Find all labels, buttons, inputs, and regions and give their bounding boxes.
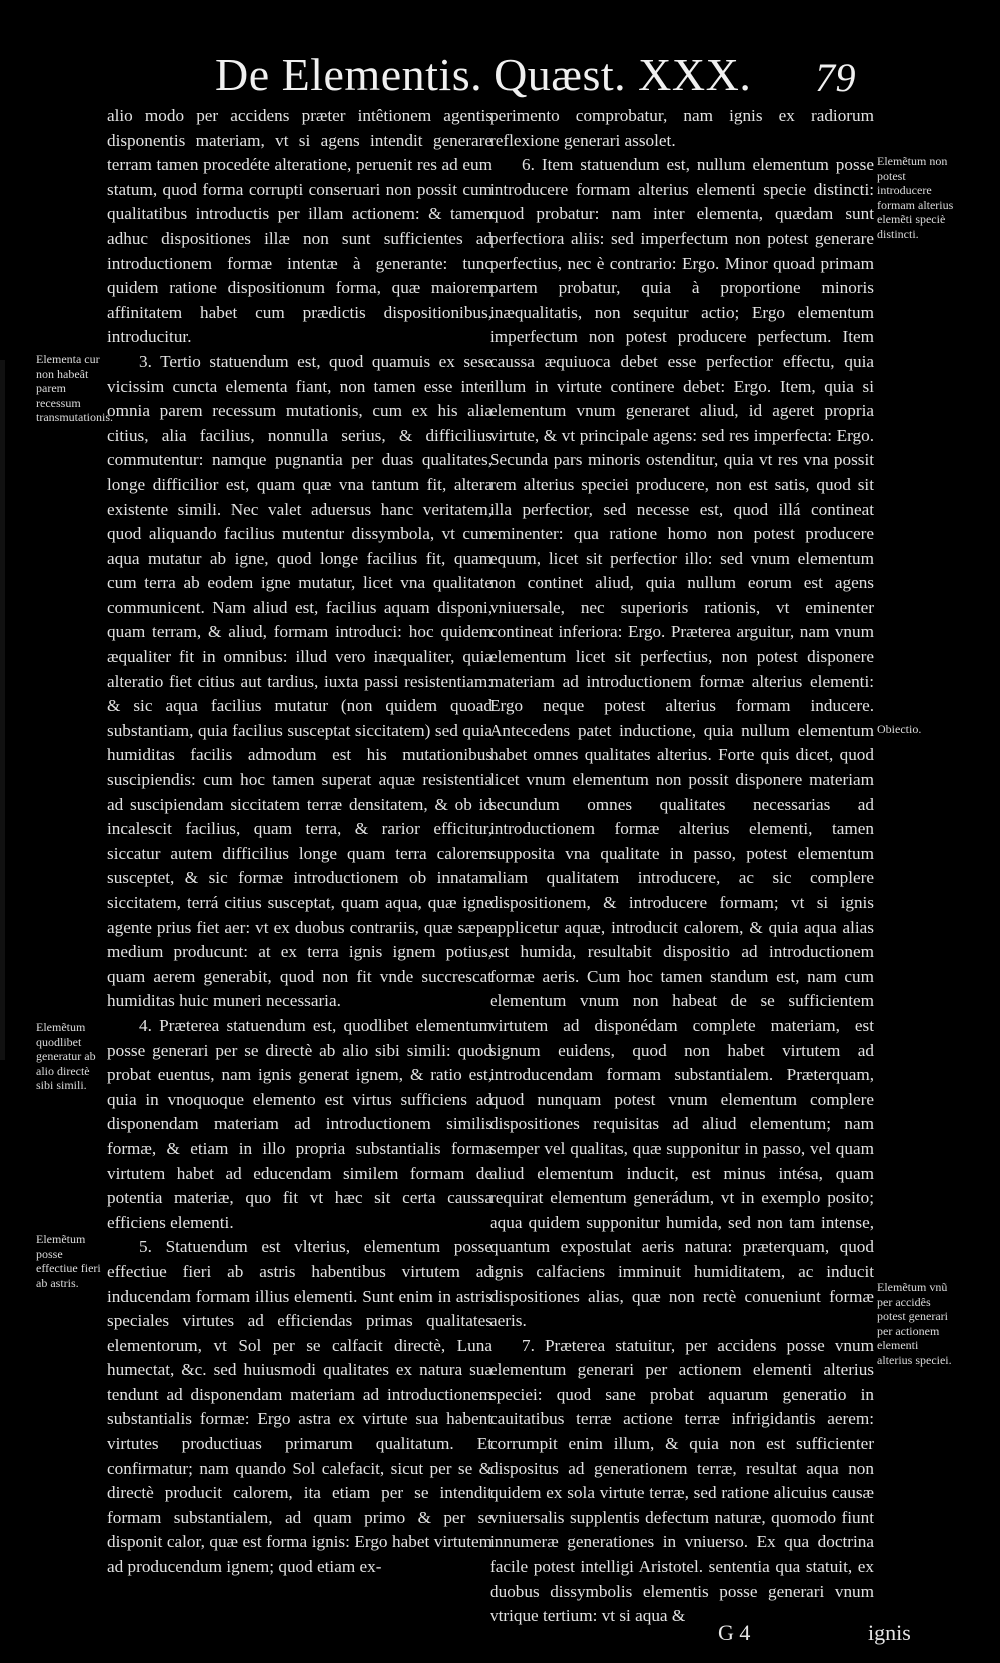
folio-number: 79 — [815, 55, 856, 100]
right-paragraph-continuation: perimento comprobatur, nam ignis ex radiorum reflexione generari assolet. — [490, 106, 874, 150]
signature-mark: G 4 — [718, 1620, 751, 1645]
margin-note-left-1: Elementa cur non habeât parem recessum transmutationis. — [36, 352, 113, 424]
left-paragraph-continuation: alio modo per accidens præter intêtionem agentis disponentis materiam, vt si agens intendit generare terram tamen procedéte alteratione, peruenit res ad eum statum, quod forma corrupti conseruari non possit cum qualitatibus introductis per illam actionem: & tamen adhuc dispositiones illæ non sunt sufficientes ad introductionem formæ intentæ à generante: tunc quidem ratione dispositionum forma, quæ maiorem affinitatem habet cum prædictis dispositionibus, introducitur. — [107, 106, 492, 347]
margin-note-right-3: Elemẽtum vnũ per accidês potest generari per actionem elementi alterius speciei. — [877, 1280, 952, 1367]
left-paragraph-4: 4. Præterea statuendum est, quodlibet elementum posse generari per se directè ab alio sibi simili: quod probat euentus, nam ignis generat ignem, & ratio est, quia in vnoquoque elemento est virtus sufficiens ad disponendam materiam ad introductionem similis formæ, & etiam in illo propria substantialis forma virtutem habet ad educendam similem formam de potentia materiæ, quo fit vt hæc sit certa caussa efficiens elementi. — [107, 1015, 492, 1232]
page-edge-shadow — [0, 360, 5, 1060]
margin-note-left-2: Elemẽtum quodlibet generatur ab alio directè sibi simili. — [36, 1020, 96, 1092]
catchword: ignis — [868, 1620, 911, 1645]
right-paragraph-7: 7. Præterea statuitur, per accidens posse vnum elementum generari per actionem elementi alterius speciei: quod sane probat aquarum generatio in cauitatibus terræ actione terræ infrigidantis aerem: corrumpit enim illum, & quia non est sufficienter dispositus ad generationem terræ, resultat aqua non quidem ex sola virtute terræ, sed ratione alicuius causæ vniuersalis supplentis defectum naturæ, quomodo fiunt innumeræ generationes in vniuerso. Ex qua doctrina facile potest intelligi Aristotel. sententia qua statuit, ex duobus dissymbolis elementis posse generari vnum vtrique tertium: vt si aqua & — [490, 1335, 874, 1626]
right-paragraph-6: 6. Item statuendum est, nullum elementum posse introducere formam alterius elementi specie distincti: quod probatur: nam inter elementa, quædam sunt perfectiora aliis: sed imperfectum non potest generare perfectius, nec è contrario: Ergo. Minor quoad primam partem probatur, quia à proportione minoris inæqualitatis, non sequitur actio; Ergo elementum imperfectum non potest producere perfectum. Item caussa æquiuoca debet esse perfectior effectu, quia illum in virtute continere debet: Ergo. Item, quia si elementum vnum generaret aliud, id ageret propria virtute, & vt principale agens: sed res imperfecta: Ergo. Secunda pars minoris ostenditur, quia vt res vna possit rem alterius speciei producere, non est satis, quod sit illa perfectior, sed necesse est, quod illá contineat eminenter: qua ratione homo non potest producere equum, licet sit perfectior illo: sed vnum elementum non continet aliud, quia nullum eorum est agens vniuersale, nec superioris rationis, vt eminenter contineat inferiora: Ergo. Præterea arguitur, nam vnum elementum licet sit perfectius, non potest disponere materiam ad introductionem formæ alterius elementi: Ergo neque potest alterius formam inducere. Antecedens patet inductione, quia nullum elementum habet omnes qualitates alterius. Forte quis dicet, quod licet vnum elementum non possit disponere materiam secundum omnes qualitates necessarias ad introductionem formæ alterius elementi, tamen supposita vna qualitate in passo, potest elementum aliam qualitatem introducere, ac sic complere dispositionem, & introducere formam; vt si ignis applicetur aquæ, introducit calorem, & quia aqua alias est humida, resultabit dispositio ad introductionem formæ aeris. Cum hoc tamen standum est, nam cum elementum vnum non habeat de se sufficientem virtutem ad disponédam complete materiam, est signum euidens, quod non habet virtutem ad introducendam formam substantialem. Præterquam, quod nunquam potest vnum elementum complere dispositiones requisitas ad aliud elementum; nam semper vel qualitas, quæ supponitur in passo, vel quam aliud elementum inducit, est minus intésa, quam requirat elementum generádum, vt in exemplo posito; aqua quidem supponitur humida, sed non tam intense, quantum expostulat aeris natura: præterquam, quod ignis calfaciens imminuit humiditatem, ac inducit dispositiones alias, quæ non rectè conueniunt formæ aeris. — [490, 155, 874, 1331]
running-title: De Elementis. Quæst. XXX. — [215, 49, 752, 100]
left-paragraph-5: 5. Statuendum est vlterius, elementum posse effectiue fieri ab astris habentibus virtutem ad inducendam formam illius elementi. Sunt enim in astris speciales virtutes ad efficiendas primas qualitates elementorum, vt Sol per se calfacit directè, Luna humectat, &c. sed huiusmodi qualitates ex natura sua tendunt ad disponendam materiam ad introductionem substantialis formæ: Ergo astra ex virtute sua habent virtutes productiuas primarum qualitatum. Et confirmatur; nam quando Sol calefacit, sicut per se & directè producit calorem, ita etiam per se intendit formam substantialem, ad quam primo & per se disponit calor, quæ est forma ignis: Ergo habet virtutem ad producendum ignem; quod etiam ex- — [107, 1237, 492, 1577]
right-column — [490, 104, 874, 1629]
margin-note-right-1: Elemẽtum non potest introducere formam alterius elemẽti speciè distincti. — [877, 154, 954, 241]
running-header — [215, 48, 865, 108]
margin-note-left-3: Elemẽtum posse effectiue fieri ab astris. — [36, 1232, 101, 1290]
left-paragraph-3: 3. Tertio statuendum est, quod quamuis ex sese vicissim cuncta elementa fiant, non tamen esse inter omnia parem recessum mutationis, cum ex his alia citius, alia facilius, nonnulla serius, & difficilius commutentur: namque pugnantia per duas qualitates, longe difficilior est, quam quæ vna tantum fit, altera existente simili. Nec valet aduersus hanc veritatem, quod aliquando facilius mutentur dissymbola, vt cum aqua mutatur ab igne, quod longe facilius fit, quam cum terra ab eodem igne mutatur, licet vna qualitate communicent. Nam aliud est, facilius aquam disponi, quam terram, & aliud, formam introduci: hoc quidem æqualiter fit in omnibus: illud vero inæqualiter, quia alteratio fiet citius aut tardius, iuxta passi resistentiam: & sic aqua facilius mutatur (non quidem quoad substantiam, quia facilius susceptat siccitatem) sed quia humiditas facilis admodum est his mutationibus suscipiendis: cum hoc tamen superat aquæ resistentia ad suscipiendam siccitatem terræ densitatem, & ob id incalescit facilius, quam terra, & rarior efficitur, siccatur autem difficilius longe quam terra calorem susceptet, & sic formæ introductionem ob innatam siccitatem, terrá citius susceptat, quam aqua, quæ igne agente prius fiet aer: vt ex duobus contrariis, quæ sæpe medium producunt: at ex terra ignis ignem potius, quam aerem generabit, quod non fit vnde succrescat humiditas huic muneri necessaria. — [107, 351, 492, 1011]
margin-note-right-2: Obiectio. — [877, 722, 922, 736]
page-footer — [718, 1620, 911, 1646]
left-column — [107, 104, 492, 1580]
